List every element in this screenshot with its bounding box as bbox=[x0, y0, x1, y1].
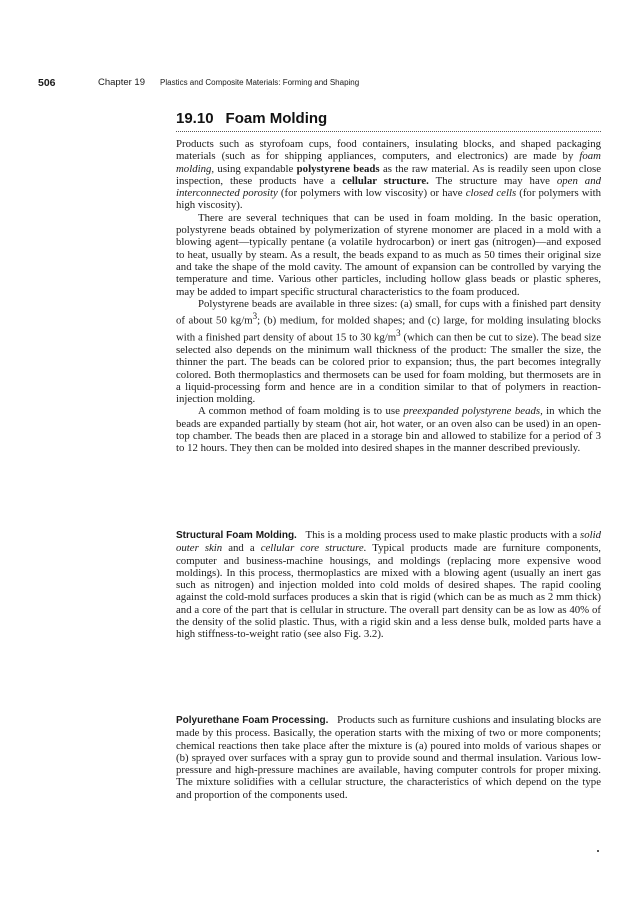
section-number: 19.10 bbox=[176, 110, 214, 127]
text-run: and a bbox=[222, 542, 261, 555]
text-run: The structure may have bbox=[428, 174, 557, 187]
superscript: 3 bbox=[396, 328, 401, 339]
text-run: Typical products made are furniture components, computer and business-machine housings, and moldings (replacing more expensive wood moldings). In this process, thermoplastics are mixed with a blowing agent (usually an inert gas such as nitrogen) and injection molded into cold molds of desired shapes. The rapid cooling against the cold-mold surfaces produces a skin that is rigid (which can be as much as 2 mm thick) and a core of the part that is cellular in structure. The overall part density can be as low as 40% of the density of the solid plastic. Thus, with a rigid skin and a less dense bulk, molded parts have a high stiffness-to-weight ratio (see also Fig. 3.2). bbox=[176, 542, 601, 641]
text-run: (for polymers with low viscosity) or have bbox=[277, 187, 466, 200]
paragraph-preexpanded bbox=[176, 405, 601, 454]
text-run: as the raw material. As is readily seen upon close inspection, these products have a bbox=[176, 162, 601, 187]
text-run: Polystyrene beads are available in three sizes: (a) small, for cups with a finished part density of about 50 kg/m bbox=[176, 297, 601, 327]
text-run: A common method of foam molding is to use bbox=[198, 405, 404, 418]
term-polystyrene-beads: polystyrene beads bbox=[296, 162, 380, 175]
dotted-rule bbox=[176, 131, 601, 132]
paragraph-structural-foam bbox=[176, 529, 601, 641]
emphasis-solid-skin: solid outer skin bbox=[176, 529, 601, 555]
emphasis-preexpanded-beads: preexpanded polystyrene beads, bbox=[403, 405, 543, 418]
chapter-label: Chapter 19 bbox=[98, 77, 146, 88]
running-title: Plastics and Composite Materials: Forming and Shaping bbox=[160, 78, 360, 87]
structural-foam-section bbox=[176, 529, 601, 641]
paragraph-intro bbox=[176, 138, 601, 212]
emphasis-foam-molding: foam molding, bbox=[176, 150, 601, 175]
page-number: 506 bbox=[38, 77, 56, 89]
section-title bbox=[176, 110, 601, 127]
emphasis-closed-cells: closed cells bbox=[465, 187, 517, 200]
stray-mark bbox=[597, 850, 599, 852]
text-run: This is a molding process used to make plastic products with a bbox=[302, 529, 580, 541]
polyurethane-section bbox=[176, 714, 601, 801]
text-run: (for polymers with high viscosity). bbox=[176, 187, 601, 212]
emphasis-cellular-core: cellular core structure. bbox=[260, 542, 367, 555]
text-run: using expandable bbox=[214, 162, 297, 175]
text-run: Products such as styrofoam cups, food containers, insulating blocks, and shaped packaging materials (such as for shipping appliances, computers, and electronics) are made by bbox=[176, 138, 601, 163]
paragraph-polyurethane bbox=[176, 714, 601, 801]
section-heading bbox=[176, 110, 601, 132]
text-run: ; (b) medium, for molded shapes; and (c) large, for molding insulating blocks with a finished part density of about 15 to 30 kg/m bbox=[176, 314, 601, 344]
text-run: Products such as furniture cushions and insulating blocks are made by this process. Basically, the operation starts with the mixing of two or more components; chemical reactions then take place after the mixture is (a) poured into molds of various shapes or (b) sprayed over surfaces with a spray gun to provide sound and thermal insulation. Various low-pressure and high-pressure machines are available, having computer controls for proper mixing. The mixture solidifies with a cellular structure, the characteristics of which depend on the type and proportion of the components used. bbox=[176, 714, 601, 801]
run-in-heading-polyurethane: Polyurethane Foam Processing. bbox=[176, 715, 329, 726]
run-in-heading-structural-foam: Structural Foam Molding. bbox=[176, 530, 297, 541]
emphasis-open-porosity: open and interconnected porosity bbox=[176, 174, 601, 200]
page-header bbox=[0, 77, 636, 91]
text-run: (which can then be cut to size). The bead size selected also depends on the minimum wall thickness of the product: The smaller the size, the thinner the part. The beads can be colored prior to expansion; thus, the part becomes integrally colored. Both thermoplastics and thermosets can be used for foam molding, but thermosets are in a liquid-processing form and hence are in a condition similar to that of polymers in reaction-injection molding. bbox=[176, 331, 601, 406]
paragraph-techniques: There are several techniques that can be used in foam molding. In the basic operation, polystyrene beads obtained by polymerization of styrene monomer are placed in a mold with a blowing agent—typically pentane (a volatile hydrocarbon) or inert gas (nitrogen)—and exposed to heat, usually by steam. As a result, the beads expand to as much as 50 times their original size and take the shape of the mold cavity. The amount of expansion can be controlled by varying the temperature and time. Various other particles, including hollow glass beads or plastic spheres, may be added to impart specific structural characteristics to the foam produced. bbox=[176, 211, 601, 298]
term-cellular-structure: cellular structure. bbox=[342, 174, 429, 187]
text-run: in which the beads are expanded partially by steam (hot air, hot water, or an oven also can be used) in an open-top chamber. The beads then are placed in a storage bin and allowed to stabilize for a period of 3 to 12 hours. They then can be molded into desired shapes in the manner described previously. bbox=[176, 405, 601, 455]
superscript: 3 bbox=[252, 311, 258, 322]
section-body-top bbox=[176, 138, 601, 455]
paragraph-bead-sizes bbox=[176, 298, 601, 406]
section-title-text: Foam Molding bbox=[225, 110, 328, 127]
